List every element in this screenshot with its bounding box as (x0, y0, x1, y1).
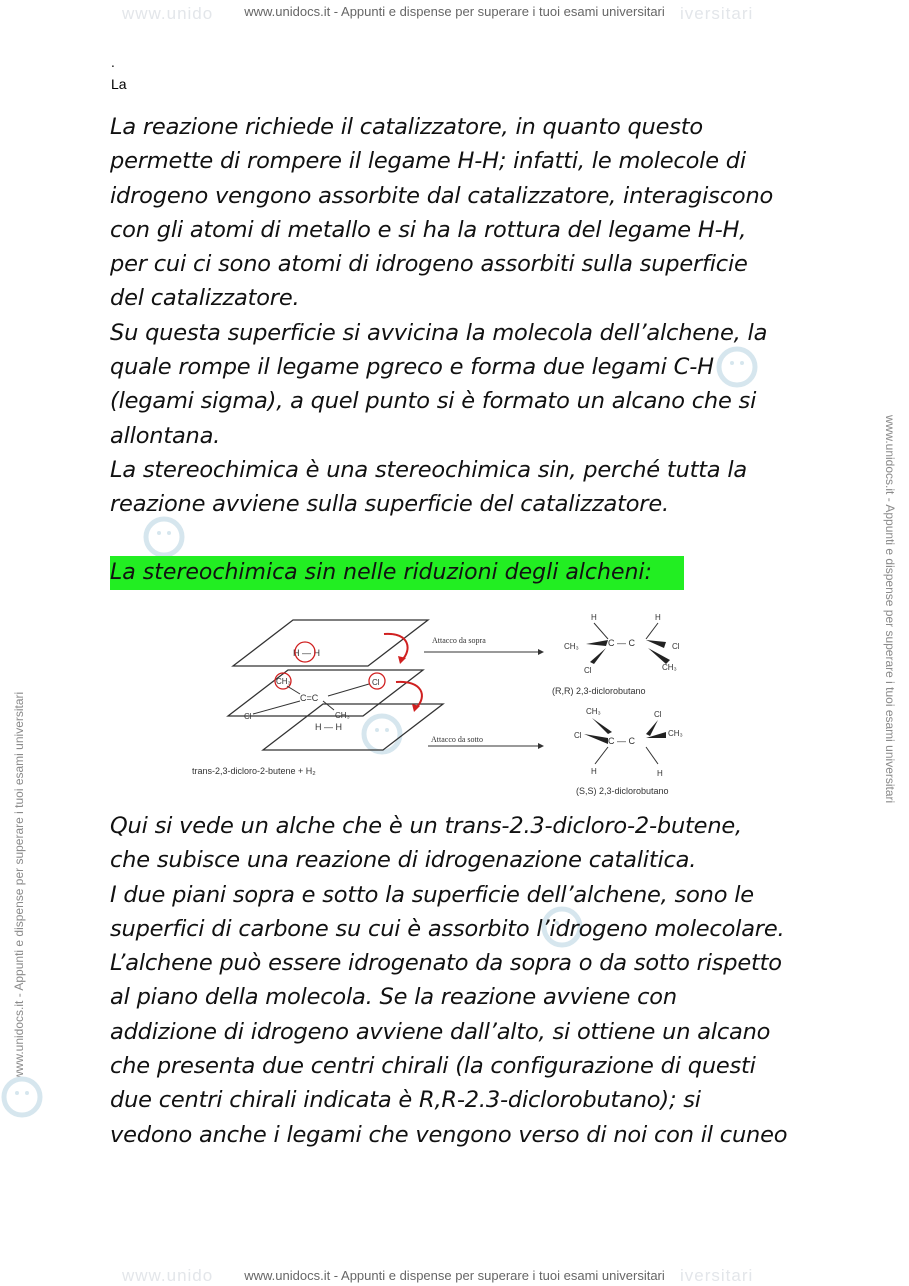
red-arrow-top (384, 634, 408, 660)
text-line: reazione avviene sulla superficie del catalizzatore. (110, 491, 669, 518)
bond (328, 684, 369, 696)
text-line: I due piani sopra e sotto la superficie dell’alchene, sono le (110, 881, 754, 908)
top-plane (233, 620, 428, 666)
bond (253, 701, 300, 714)
text-line: con gli atomi di metallo e si ha la rottura del legame H-H, (110, 216, 747, 243)
text-line: idrogeno vengono assorbite dal catalizzatore, interagiscono (110, 182, 774, 209)
wedge (646, 720, 658, 736)
text-line: Qui si vede un alche che è un trans-2.3-dicloro-2-butene, (110, 813, 742, 839)
ch3-label: CH₃ (668, 729, 683, 738)
paragraph-explanation (110, 809, 810, 1152)
text-line: del catalizzatore. (110, 285, 300, 312)
ch3-label-a: CH₃ (276, 677, 291, 686)
text-line: quale rompe il legame pgreco e forma due legami C-H (110, 354, 714, 381)
product-top-label: (R,R) 2,3-diclorobutano (552, 686, 646, 696)
wedge (646, 640, 666, 648)
text-line: che subisce una reazione di idrogenazione catalitica. (110, 847, 697, 874)
bond (323, 701, 334, 710)
text-line: La stereochimica è una stereochimica sin, perché tutta la (110, 456, 747, 483)
wedge (586, 640, 608, 646)
h-label: H (657, 769, 663, 778)
cl-label: Cl (672, 642, 680, 651)
ch3-label-b: CH₃ (335, 711, 350, 720)
ch3-label: CH₃ (662, 663, 677, 672)
bottom-plane (263, 704, 443, 750)
reactant-label: trans-2,3-dicloro-2-butene + H₂ (192, 766, 316, 776)
c-dash-label: C — C (608, 736, 635, 746)
watermark-ghost-bottom-left: www.unido (122, 1266, 214, 1285)
arrow-top-label: Attacco da sopra (432, 636, 486, 645)
hh-top-label: H — H (293, 648, 320, 658)
unidocs-logo-icon (0, 1075, 44, 1119)
bond (287, 686, 300, 694)
header-watermark: www.unidocs.it - Appunti e dispense per superare i tuoi esami universitari (244, 4, 665, 19)
watermark-ghost-bottom-right: iversitari (680, 1266, 754, 1285)
h-label: H (591, 613, 597, 622)
text-line: addizione di idrogeno avviene dall’alto, si ottiene un alcano (110, 1018, 771, 1045)
middle-plane (228, 670, 423, 716)
text-line: permette di rompere il legame H-H; infatti, le molecole di (110, 148, 746, 175)
highlighted-heading: La stereochimica sin nelle riduzioni degli alcheni: (110, 556, 684, 590)
cc-label: C=C (300, 693, 319, 703)
bond (646, 747, 658, 764)
small-label: La (111, 76, 127, 92)
text-line: (legami sigma), a quel punto si è formato un alcano che si (110, 388, 757, 415)
text-line: superfici di carbone su cui è assorbito l’idrogeno molecolare. (110, 915, 785, 942)
cl-label: Cl (574, 731, 582, 740)
wedge (648, 648, 670, 664)
hydrogenation-diagram (188, 606, 708, 802)
page-marker: . (111, 56, 115, 70)
arrowhead (538, 743, 544, 749)
h-label: H (591, 767, 597, 776)
cl-label-b: Cl (372, 678, 380, 687)
wedge (584, 734, 608, 744)
arrow-bottom-label: Attacco da sotto (431, 735, 483, 744)
cl-label: Cl (584, 666, 592, 675)
c-dash-label: C — C (608, 638, 635, 648)
cl-label-a: Cl (244, 712, 252, 721)
unidocs-logo-icon (142, 515, 186, 559)
footer-watermark: www.unidocs.it - Appunti e dispense per superare i tuoi esami universitari (244, 1268, 665, 1283)
text-line: L’alchene può essere idrogenato da sopra o da sotto rispetto (110, 950, 782, 977)
text-line: allontana. (110, 422, 221, 449)
text-line: Su questa superficie si avvicina la molecola dell’alchene, la (110, 319, 768, 346)
side-watermark-right: www.unidocs.it - Appunti e dispense per superare i tuoi esami universitari (883, 415, 897, 804)
paragraph-catalyst (110, 110, 810, 522)
text-line: per cui ci sono atomi di idrogeno assorbiti sulla superficie (110, 251, 748, 278)
product-bottom-label: (S,S) 2,3-diclorobutano (576, 786, 669, 796)
bond (595, 747, 608, 764)
text-line: al piano della molecola. Se la reazione avviene con (110, 984, 677, 1011)
side-watermark-left: www.unidocs.it - Appunti e dispense per superare i tuoi esami universitari (12, 691, 26, 1080)
ch3-label: CH₃ (586, 707, 601, 716)
cl-label: Cl (654, 710, 662, 719)
text-line: due centri chirali indicata è R,R-2.3-diclorobutano); si (110, 1087, 701, 1114)
h-label: H (655, 613, 661, 622)
watermark-ghost-top-left: www.unido (122, 4, 214, 23)
bond (594, 623, 608, 639)
ch3-label: CH₃ (564, 642, 579, 651)
text-line: vedono anche i legami che vengono verso di noi con il cuneo (110, 1121, 788, 1148)
watermark-ghost-top-right: iversitari (680, 4, 754, 23)
bond (646, 623, 658, 639)
hh-bottom-label: H — H (315, 722, 342, 732)
text-line: che presenta due centri chirali (la configurazione di questi (110, 1053, 756, 1080)
wedge (590, 648, 606, 664)
text-line: La reazione richiede il catalizzatore, in quanto questo (110, 114, 703, 140)
arrowhead (538, 649, 544, 655)
wedge (592, 718, 612, 734)
